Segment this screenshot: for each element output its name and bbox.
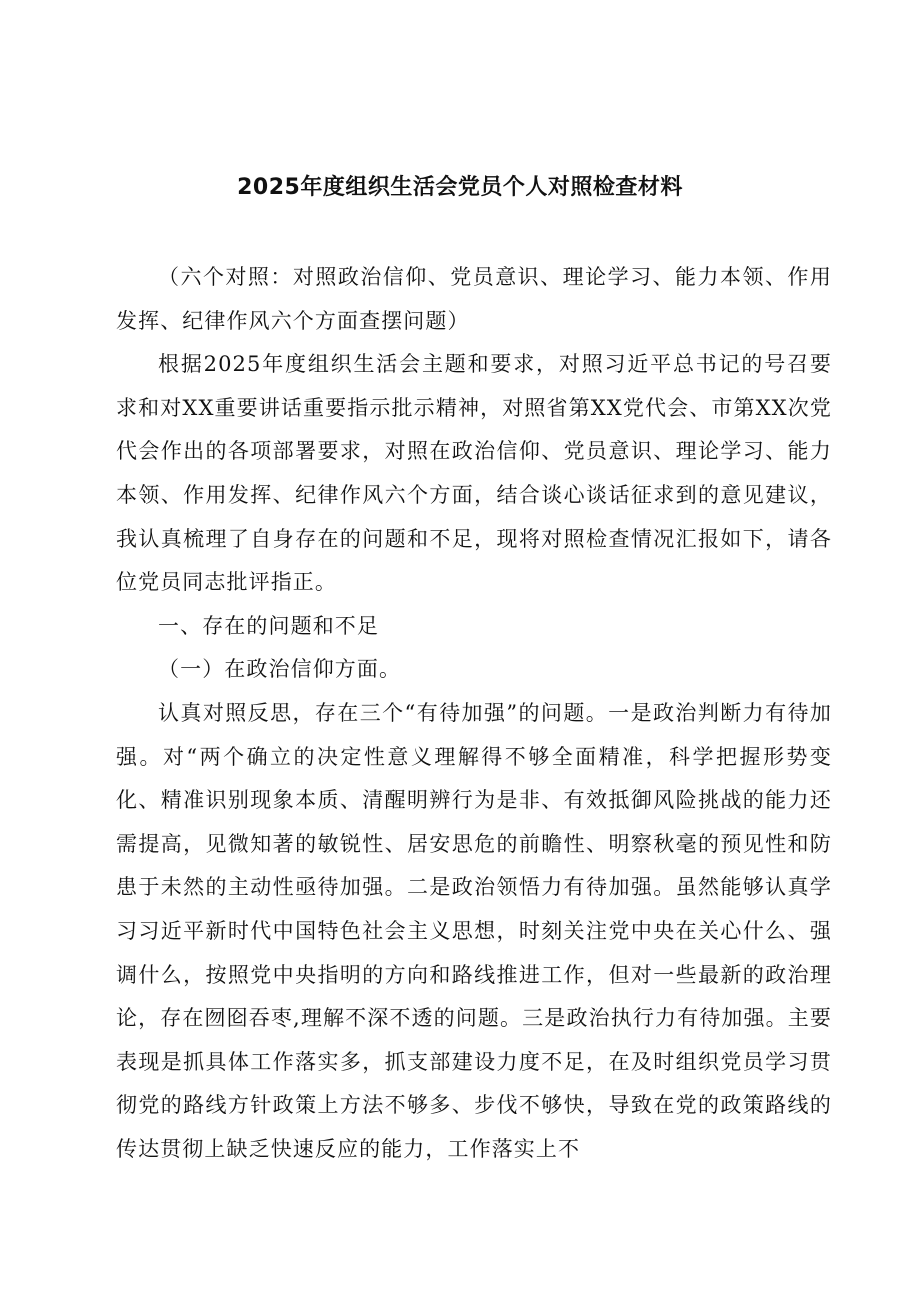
subtitle-paragraph: （六个对照：对照政治信仰、党员意识、理论学习、能力本领、作用发挥、纪律作风六个方面查摆问题） <box>116 265 832 333</box>
section-heading: 一、存在的问题和不足 <box>158 613 379 638</box>
subsection-body-paragraph: 认真对照反思，存在三个“有待加强”的问题。一是政治判断力有待加强。对“两个确立的决定性意义理解得不够全面精准，科学把握形势变化、精准识别现象本质、清醒明辨行为是非、有效抵御风险挑战的能力还需提高，见微知著的敏锐性、居安思危的前瞻性、明察秋毫的预见性和防患于未然的主动性亟待加强。二是政治领悟力有待加强。虽然能够认真学习习近平新时代中国特色社会主义思想，时刻关注党中央在关心什么、强调什么，按照党中央指明的方向和路线推进工作，但对一些最新的政治理论，存在囫囵吞枣,理解不深不透的问题。三是政治执行力有待加强。主要表现是抓具体工作落实多，抓支部建设力度不足，在及时组织党员学习贯彻党的路线方针政策上方法不够多、步伐不够快，导致在党的政策路线的传达贯彻上缺乏快速反应的能力，工作落实上不 <box>116 700 832 1161</box>
document-title: 2025年度组织生活会党员个人对照检查材料 <box>237 175 683 200</box>
intro-paragraph: 根据2025年度组织生活会主题和要求，对照习近平总书记的号召要求和对XX重要讲话重要指示批示精神，对照省第XX党代会、市第XX次党代会作出的各项部署要求，对照在政治信仰、党员意识、理论学习、能力本领、作用发挥、纪律作风六个方面，结合谈心谈话征求到的意见建议，我认真梳理了自身存在的问题和不足，现将对照检查情况汇报如下，请各位党员同志批评指正。 <box>116 352 832 595</box>
subsection-heading: （一）在政治信仰方面。 <box>158 657 402 682</box>
document-body <box>116 256 832 1171</box>
